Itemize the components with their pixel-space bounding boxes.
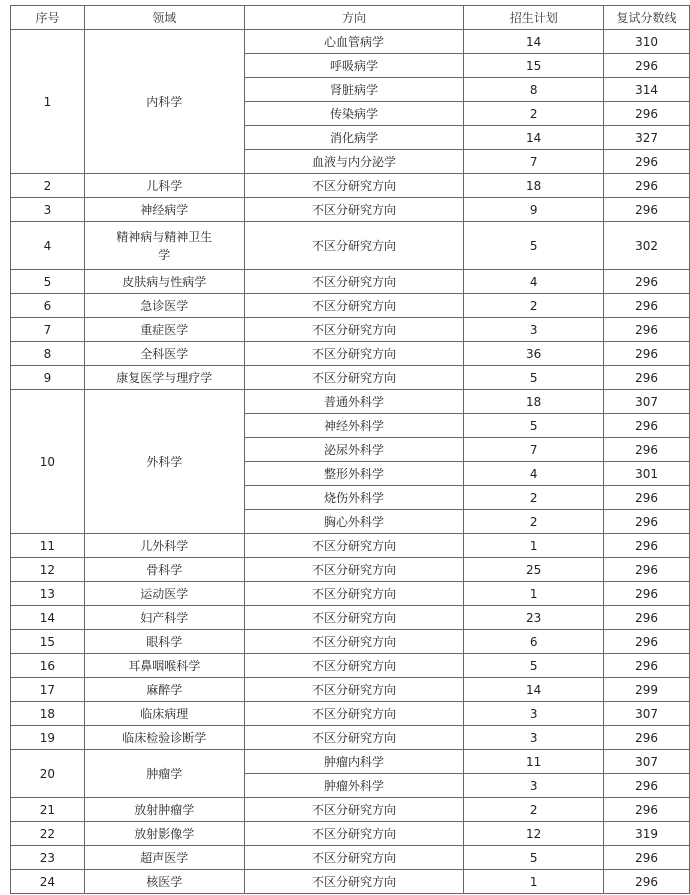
cell-plan: 11 [464,750,604,774]
cell-plan: 2 [464,510,604,534]
cell-direction: 血液与内分泌学 [244,150,464,174]
table-row [11,822,690,846]
cell-no: 21 [11,798,85,822]
cell-score: 296 [604,630,690,654]
cell-field: 妇产科学 [84,606,244,630]
cell-direction: 不区分研究方向 [244,558,464,582]
header-plan: 招生计划 [464,6,604,30]
cell-direction: 心血管病学 [244,30,464,54]
cell-plan: 36 [464,342,604,366]
cell-plan: 7 [464,438,604,462]
cell-field: 外科学 [84,390,244,534]
cell-direction: 不区分研究方向 [244,630,464,654]
cell-direction: 肿瘤外科学 [244,774,464,798]
cell-score: 296 [604,774,690,798]
cell-score: 302 [604,222,690,270]
cell-field: 内科学 [84,30,244,174]
table-row [11,798,690,822]
cell-plan: 15 [464,54,604,78]
cell-field: 临床病理 [84,702,244,726]
table-row [11,630,690,654]
cell-plan: 14 [464,678,604,702]
cell-field: 麻醉学 [84,678,244,702]
cell-direction: 不区分研究方向 [244,582,464,606]
cell-plan: 4 [464,270,604,294]
cell-score: 296 [604,582,690,606]
table-row [11,750,690,774]
cell-field: 放射肿瘤学 [84,798,244,822]
table-row [11,534,690,558]
admissions-table [10,5,690,894]
cell-no: 13 [11,582,85,606]
cell-field: 全科医学 [84,342,244,366]
cell-field: 精神病与精神卫生学 [84,222,244,270]
table-row [11,702,690,726]
cell-field: 超声医学 [84,846,244,870]
cell-direction: 消化病学 [244,126,464,150]
table-row [11,678,690,702]
cell-no: 18 [11,702,85,726]
cell-no: 1 [11,30,85,174]
cell-score: 301 [604,462,690,486]
cell-score: 296 [604,414,690,438]
cell-direction: 传染病学 [244,102,464,126]
cell-score: 307 [604,702,690,726]
table-row [11,174,690,198]
header-no: 序号 [11,6,85,30]
cell-plan: 7 [464,150,604,174]
cell-score: 296 [604,558,690,582]
cell-no: 6 [11,294,85,318]
table-row [11,558,690,582]
header-direction: 方向 [244,6,464,30]
cell-direction: 不区分研究方向 [244,678,464,702]
cell-plan: 23 [464,606,604,630]
cell-direction: 不区分研究方向 [244,294,464,318]
cell-no: 24 [11,870,85,894]
cell-direction: 不区分研究方向 [244,654,464,678]
cell-plan: 4 [464,462,604,486]
table-row [11,726,690,750]
cell-field: 运动医学 [84,582,244,606]
cell-direction: 不区分研究方向 [244,606,464,630]
cell-plan: 14 [464,126,604,150]
header-score: 复试分数线 [604,6,690,30]
cell-score: 296 [604,270,690,294]
cell-score: 314 [604,78,690,102]
cell-field: 肿瘤学 [84,750,244,798]
cell-plan: 18 [464,390,604,414]
cell-plan: 2 [464,294,604,318]
cell-score: 296 [604,294,690,318]
cell-score: 296 [604,486,690,510]
cell-score: 299 [604,678,690,702]
cell-score: 296 [604,150,690,174]
cell-direction: 不区分研究方向 [244,726,464,750]
cell-no: 22 [11,822,85,846]
cell-score: 296 [604,510,690,534]
cell-score: 296 [604,726,690,750]
cell-plan: 3 [464,318,604,342]
cell-direction: 不区分研究方向 [244,222,464,270]
cell-plan: 14 [464,30,604,54]
table-row [11,366,690,390]
cell-field: 急诊医学 [84,294,244,318]
cell-plan: 1 [464,582,604,606]
cell-no: 12 [11,558,85,582]
cell-no: 17 [11,678,85,702]
cell-field: 康复医学与理疗学 [84,366,244,390]
cell-plan: 5 [464,846,604,870]
cell-score: 296 [604,654,690,678]
table-row [11,582,690,606]
cell-direction: 整形外科学 [244,462,464,486]
table-row [11,846,690,870]
cell-no: 5 [11,270,85,294]
cell-field: 儿外科学 [84,534,244,558]
cell-no: 15 [11,630,85,654]
header-row [11,6,690,30]
table-row [11,390,690,414]
cell-direction: 不区分研究方向 [244,318,464,342]
cell-no: 7 [11,318,85,342]
cell-score: 296 [604,798,690,822]
cell-plan: 25 [464,558,604,582]
cell-score: 296 [604,366,690,390]
cell-score: 327 [604,126,690,150]
cell-score: 296 [604,102,690,126]
cell-plan: 2 [464,102,604,126]
cell-no: 11 [11,534,85,558]
table-row [11,198,690,222]
table-row [11,294,690,318]
cell-plan: 1 [464,870,604,894]
cell-no: 9 [11,366,85,390]
table-row [11,342,690,366]
cell-direction: 肾脏病学 [244,78,464,102]
cell-direction: 肿瘤内科学 [244,750,464,774]
cell-field: 核医学 [84,870,244,894]
cell-field: 眼科学 [84,630,244,654]
cell-no: 20 [11,750,85,798]
cell-no: 8 [11,342,85,366]
cell-no: 4 [11,222,85,270]
cell-no: 16 [11,654,85,678]
cell-plan: 1 [464,534,604,558]
cell-direction: 泌尿外科学 [244,438,464,462]
cell-direction: 普通外科学 [244,390,464,414]
cell-score: 296 [604,198,690,222]
table-row [11,270,690,294]
table-row [11,318,690,342]
cell-score: 307 [604,750,690,774]
cell-field: 儿科学 [84,174,244,198]
cell-plan: 18 [464,174,604,198]
cell-score: 296 [604,174,690,198]
header-field: 领域 [84,6,244,30]
cell-field: 皮肤病与性病学 [84,270,244,294]
table-row [11,606,690,630]
cell-plan: 12 [464,822,604,846]
cell-score: 310 [604,30,690,54]
cell-direction: 不区分研究方向 [244,534,464,558]
cell-no: 14 [11,606,85,630]
cell-direction: 不区分研究方向 [244,366,464,390]
cell-plan: 9 [464,198,604,222]
cell-plan: 3 [464,702,604,726]
cell-plan: 8 [464,78,604,102]
table-body [11,30,690,894]
cell-field: 骨科学 [84,558,244,582]
cell-score: 319 [604,822,690,846]
cell-direction: 不区分研究方向 [244,702,464,726]
cell-score: 296 [604,54,690,78]
cell-field: 神经病学 [84,198,244,222]
admissions-table-container [10,5,690,894]
cell-direction: 不区分研究方向 [244,174,464,198]
cell-plan: 5 [464,654,604,678]
cell-no: 3 [11,198,85,222]
cell-field: 耳鼻咽喉科学 [84,654,244,678]
cell-no: 2 [11,174,85,198]
cell-score: 296 [604,534,690,558]
cell-direction: 胸心外科学 [244,510,464,534]
cell-direction: 神经外科学 [244,414,464,438]
cell-plan: 2 [464,798,604,822]
cell-field: 临床检验诊断学 [84,726,244,750]
cell-no: 23 [11,846,85,870]
cell-plan: 6 [464,630,604,654]
cell-field: 放射影像学 [84,822,244,846]
cell-direction: 不区分研究方向 [244,198,464,222]
table-row [11,654,690,678]
cell-direction: 不区分研究方向 [244,870,464,894]
cell-plan: 5 [464,222,604,270]
table-header [11,6,690,30]
cell-direction: 烧伤外科学 [244,486,464,510]
cell-direction: 呼吸病学 [244,54,464,78]
cell-score: 307 [604,390,690,414]
cell-score: 296 [604,606,690,630]
cell-plan: 3 [464,726,604,750]
cell-no: 19 [11,726,85,750]
cell-score: 296 [604,318,690,342]
table-row [11,870,690,894]
cell-direction: 不区分研究方向 [244,270,464,294]
cell-direction: 不区分研究方向 [244,846,464,870]
cell-plan: 2 [464,486,604,510]
cell-plan: 5 [464,414,604,438]
cell-plan: 5 [464,366,604,390]
cell-score: 296 [604,342,690,366]
cell-field: 重症医学 [84,318,244,342]
cell-plan: 3 [464,774,604,798]
cell-no: 10 [11,390,85,534]
cell-direction: 不区分研究方向 [244,822,464,846]
cell-score: 296 [604,438,690,462]
cell-score: 296 [604,846,690,870]
table-row [11,222,690,270]
cell-score: 296 [604,870,690,894]
cell-direction: 不区分研究方向 [244,342,464,366]
table-row [11,30,690,54]
cell-direction: 不区分研究方向 [244,798,464,822]
